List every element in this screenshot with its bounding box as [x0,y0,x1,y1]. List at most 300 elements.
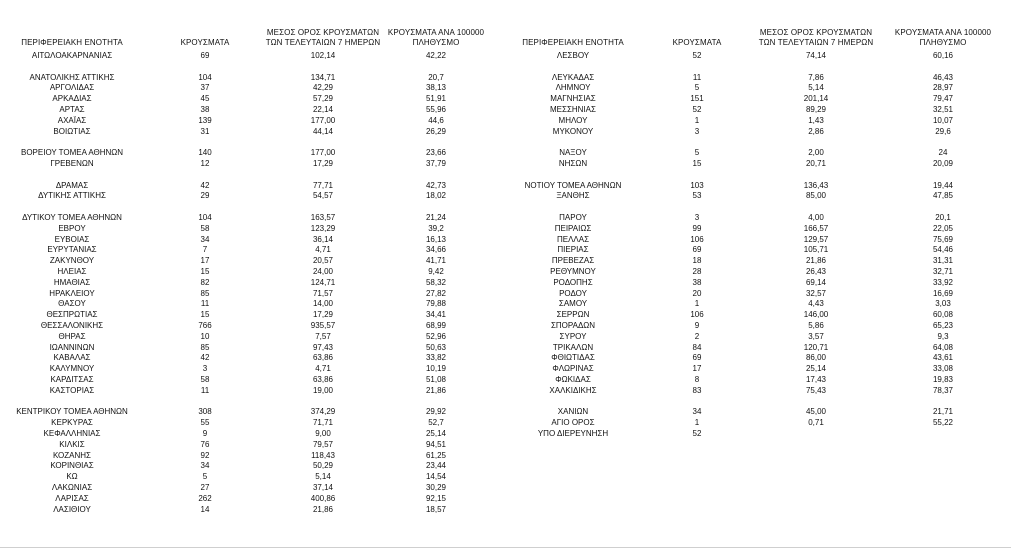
avg-cell: 136,43 [803,180,829,190]
cases-cell: 38 [200,105,210,114]
table-row [0,483,1011,494]
table-row [0,235,1011,246]
cases-cell: 10 [200,331,210,341]
rate-cell: 75,69 [932,234,954,244]
cases-cell: 52 [692,51,702,60]
avg-cell: 26,43 [805,267,827,276]
region-cell: ΠΙΕΡΙΑΣ [557,245,589,255]
rate-cell: 94,51 [425,439,447,449]
cases-cell: 27 [200,483,210,492]
header-rate-left [386,28,486,47]
region-cell: ΑΙΤΩΛΟΑΚΑΡΝΑΝΙΑΣ [31,51,113,60]
cases-cell: 7 [202,245,208,255]
header-rate-right [888,28,998,47]
table-row [0,321,1011,332]
rate-cell: 21,71 [932,407,954,417]
table-row [0,62,1011,73]
table-row [0,332,1011,343]
rate-cell: 39,2 [428,223,444,233]
avg-cell: 50,29 [312,461,334,471]
table-row [0,181,1011,192]
header-rate-left-line1: ΚΡΟΥΣΜΑΤΑ ΑΝΑ 100000 [387,28,485,37]
cases-cell: 5 [694,83,700,93]
avg-cell: 4,00 [808,213,824,222]
table-row [0,289,1011,300]
cases-cell: 18 [692,256,702,266]
avg-cell: 2,86 [808,126,824,136]
region-cell: ΑΧΑΪΑΣ [57,115,87,125]
region-cell: ΦΛΩΡΙΝΑΣ [552,364,594,374]
avg-cell: 146,00 [803,310,829,320]
region-cell: ΣΕΡΡΩΝ [556,310,590,320]
rate-cell: 60,08 [932,310,954,320]
region-cell: ΙΩΑΝΝΙΝΩΝ [49,342,95,352]
header-rate-right-line2: ΠΛΗΘΥΣΜΟ [919,37,967,47]
table-row [0,440,1011,451]
cases-cell: 85 [200,288,210,298]
avg-cell: 63,86 [312,375,334,384]
avg-cell: 71,57 [312,288,334,298]
cases-cell: 308 [198,407,212,417]
rate-cell: 10,07 [932,115,954,125]
avg-cell: 21,86 [805,256,827,266]
cases-cell: 76 [200,439,210,449]
rate-cell: 37,79 [425,159,447,168]
table-row [0,116,1011,127]
rate-cell: 23,66 [425,148,447,158]
avg-cell: 79,57 [312,439,334,449]
region-cell: ΔΥΤΙΚΗΣ ΑΤΤΙΚΗΣ [38,191,106,201]
cases-cell: 17 [692,364,702,374]
cases-cell: 9 [694,321,700,330]
region-cell: ΔΥΤΙΚΟΥ ΤΟΜΕΑ ΑΘΗΝΩΝ [22,213,122,222]
region-cell: ΣΠΟΡΑΔΩΝ [550,321,596,330]
rate-cell: 3,03 [935,299,951,309]
region-cell: ΚΑΛΥΜΝΟΥ [49,364,95,374]
cases-cell: 104 [198,72,212,82]
region-cell: ΑΓΙΟ ΟΡΟΣ [551,418,595,428]
table-row [0,256,1011,267]
avg-cell: 20,57 [312,256,334,266]
cases-cell: 29 [200,191,210,201]
region-cell: ΚΕΝΤΡΙΚΟΥ ΤΟΜΕΑ ΑΘΗΝΩΝ [16,407,128,417]
header-cases-right: ΚΡΟΥΣΜΑΤΑ [672,38,722,47]
table-row [0,170,1011,181]
rate-cell: 60,16 [932,51,954,60]
region-cell: ΒΟΙΩΤΙΑΣ [53,126,91,136]
rate-cell: 18,02 [425,191,447,201]
region-cell: ΤΡΙΚΑΛΩΝ [552,342,594,352]
avg-cell: 17,29 [312,159,334,168]
region-cell: ΞΑΝΘΗΣ [556,191,590,201]
cases-cell: 11 [200,299,210,309]
bottom-divider [0,547,1011,548]
rate-cell: 47,85 [932,191,954,201]
cases-cell: 3 [694,126,700,136]
avg-cell: 9,00 [315,429,331,438]
cases-cell: 34 [200,461,210,471]
region-cell: ΖΑΚΥΝΘΟΥ [49,256,95,266]
table-row [0,191,1011,202]
rate-cell: 42,22 [425,51,447,60]
cases-cell: 37 [200,83,210,93]
region-cell: ΚΟΡΙΝΘΙΑΣ [50,461,94,471]
region-cell: ΛΗΜΝΟΥ [555,83,591,93]
table-row [0,159,1011,170]
rate-cell: 38,13 [425,83,447,93]
avg-cell: 177,00 [310,115,336,125]
avg-cell: 166,57 [803,223,829,233]
avg-cell: 22,14 [312,105,334,114]
avg-cell: 14,00 [312,299,334,309]
table-row [0,364,1011,375]
rate-cell: 21,86 [425,385,447,395]
rate-cell: 50,63 [425,342,447,352]
region-cell: ΑΡΓΟΛΙΔΑΣ [49,83,95,93]
rate-cell: 61,25 [425,450,447,460]
avg-cell: 400,86 [310,493,336,503]
region-cell: ΠΕΙΡΑΙΩΣ [554,223,592,233]
cases-cell: 52 [692,105,702,114]
header-rate-left-line2: ΠΛΗΘΥΣΜΟ [412,37,460,47]
cases-cell: 20 [692,288,702,298]
cases-cell: 38 [692,277,702,287]
rate-cell: 26,29 [425,126,447,136]
region-cell: ΚΕΦΑΛΛΗΝΙΑΣ [43,429,101,438]
region-cell: ΕΒΡΟΥ [58,223,86,233]
cases-cell: 262 [198,493,212,503]
avg-cell: 5,14 [808,83,824,93]
table-row [0,343,1011,354]
avg-cell: 24,00 [312,267,334,276]
cases-cell: 3 [694,213,700,222]
region-cell: ΚΩ [66,472,78,482]
avg-cell: 89,29 [805,105,827,114]
region-cell: ΒΟΡΕΙΟΥ ΤΟΜΕΑ ΑΘΗΝΩΝ [20,148,124,158]
rate-cell: 28,97 [932,83,954,93]
avg-cell: 102,14 [310,51,336,60]
rate-cell: 42,73 [425,180,447,190]
avg-cell: 2,00 [808,148,824,158]
table-row [0,127,1011,138]
region-cell: ΘΗΡΑΣ [58,331,86,341]
avg-cell: 163,57 [310,213,336,222]
region-cell: ΡΟΔΟΠΗΣ [553,277,593,287]
rate-cell: 19,83 [932,375,954,384]
avg-cell: 7,57 [315,331,331,341]
rate-cell: 31,31 [932,256,954,266]
avg-cell: 75,43 [805,385,827,395]
cases-cell: 3 [202,364,208,374]
cases-cell: 83 [692,385,702,395]
rate-cell: 20,09 [932,159,954,168]
cases-cell: 55 [200,418,210,428]
avg-cell: 21,86 [312,504,334,514]
region-cell: ΣΑΜΟΥ [558,299,588,309]
cases-cell: 69 [692,353,702,363]
avg-cell: 105,71 [803,245,829,255]
header-region-right: ΠΕΡΙΦΕΡΕΙΑΚΗ ΕΝΟΤΗΤΑ [522,38,624,47]
rate-cell: 51,08 [425,375,447,384]
region-cell: ΝΟΤΙΟΥ ΤΟΜΕΑ ΑΘΗΝΩΝ [524,180,622,190]
rate-cell: 34,66 [425,245,447,255]
header-avg-left-line1: ΜΕΣΟΣ ΟΡΟΣ ΚΡΟΥΣΜΑΤΩΝ [266,28,380,37]
rate-cell: 34,41 [425,310,447,320]
header-avg-right-line2: ΤΩΝ ΤΕΛΕΥΤΑΙΩΝ 7 ΗΜΕΡΩΝ [758,37,874,47]
table-row [0,494,1011,505]
table-row [0,51,1011,62]
table-row [0,397,1011,408]
region-cell: ΘΑΣΟΥ [58,299,86,309]
table-row [0,267,1011,278]
region-cell: ΧΑΛΚΙΔΙΚΗΣ [549,385,597,395]
region-cell: ΚΑΡΔΙΤΣΑΣ [50,375,94,384]
rate-cell: 33,92 [932,277,954,287]
table-row [0,224,1011,235]
region-cell: ΝΗΣΩΝ [558,159,588,168]
rate-cell: 41,71 [425,256,447,266]
table-row [0,83,1011,94]
rate-cell: 33,08 [932,364,954,374]
cases-cell: 140 [198,148,212,158]
region-cell: ΚΑΣΤΟΡΙΑΣ [49,385,95,395]
region-cell: ΗΛΕΙΑΣ [57,267,87,276]
avg-cell: 118,43 [311,450,335,460]
rate-cell: 9,3 [937,331,949,341]
avg-cell: 45,00 [805,407,827,417]
avg-cell: 4,71 [315,245,331,255]
avg-cell: 177,00 [310,148,336,158]
rate-cell: 32,51 [932,105,954,114]
cases-cell: 99 [692,223,702,233]
region-cell: ΓΡΕΒΕΝΩΝ [50,159,94,168]
table-row [0,94,1011,105]
region-cell: ΦΩΚΙΔΑΣ [555,375,591,384]
avg-cell: 36,14 [312,234,334,244]
rate-cell: 33,82 [425,353,447,363]
cases-cell: 28 [692,267,702,276]
cases-cell: 151 [690,94,704,104]
cases-cell: 5 [694,148,700,158]
cases-cell: 82 [200,277,210,287]
cases-cell: 34 [200,234,210,244]
rate-cell: 58,32 [425,277,447,287]
avg-cell: 0,71 [808,418,824,428]
cases-cell: 52 [692,429,702,438]
rate-cell: 18,57 [425,504,447,514]
table-row [0,418,1011,429]
region-cell: ΠΑΡΟΥ [559,213,587,222]
rate-cell: 64,08 [932,342,954,352]
avg-cell: 71,71 [312,418,334,428]
rate-cell: 29,6 [935,126,951,136]
cases-cell: 58 [200,223,210,233]
cases-cell: 15 [200,310,210,320]
rate-cell: 46,43 [932,72,954,82]
avg-cell: 374,29 [310,407,336,417]
avg-cell: 120,71 [803,342,829,352]
cases-cell: 84 [692,342,702,352]
rate-cell: 32,71 [932,267,954,276]
table-row [0,202,1011,213]
rate-cell: 78,37 [932,385,954,395]
rate-cell: 51,91 [425,94,447,104]
avg-cell: 5,14 [315,472,331,482]
rate-cell: 22,05 [932,223,954,233]
cases-cell: 9 [202,429,208,438]
region-cell: ΘΕΣΠΡΩΤΙΑΣ [46,310,98,320]
rate-cell: 20,7 [428,72,444,82]
rate-cell: 23,44 [425,461,447,471]
avg-cell: 25,14 [805,364,827,374]
cases-cell: 34 [692,407,702,417]
table-row [0,73,1011,84]
region-cell: ΣΥΡΟΥ [559,331,587,341]
header-avg-left [263,28,383,47]
avg-cell: 77,71 [312,180,334,190]
header-region-left: ΠΕΡΙΦΕΡΕΙΑΚΗ ΕΝΟΤΗΤΑ [21,38,123,47]
cases-cell: 1 [694,299,700,309]
region-cell: ΚΙΛΚΙΣ [59,439,85,449]
region-cell: ΕΥΡΥΤΑΝΙΑΣ [47,245,97,255]
cases-cell: 2 [694,331,700,341]
cases-cell: 1 [694,115,700,125]
avg-cell: 124,71 [310,277,336,287]
cases-cell: 15 [692,159,702,168]
region-cell: ΥΠΟ ΔΙΕΡΕΥΝΗΣΗ [537,429,609,438]
region-cell: ΑΡΤΑΣ [59,105,85,114]
rate-cell: 52,96 [425,331,447,341]
cases-cell: 53 [692,191,702,201]
avg-cell: 134,71 [310,72,336,82]
avg-cell: 7,86 [808,72,824,82]
rate-cell: 54,46 [932,245,954,255]
table-row [0,278,1011,289]
avg-cell: 201,14 [803,94,829,104]
cases-cell: 45 [200,94,210,104]
region-cell: ΡΕΘΥΜΝΟΥ [550,267,596,276]
cases-cell: 69 [692,245,702,255]
table-row [0,451,1011,462]
avg-cell: 85,00 [805,191,827,201]
cases-cell: 69 [200,51,210,60]
cases-cell: 42 [200,180,210,190]
avg-cell: 44,14 [312,126,334,136]
region-cell: ΛΑΡΙΣΑΣ [55,493,89,503]
table-row [0,353,1011,364]
table-row [0,245,1011,256]
cases-cell: 766 [198,321,212,330]
table-row [0,461,1011,472]
region-cell: ΛΕΣΒΟΥ [556,51,590,60]
rate-cell: 20,1 [935,213,951,222]
table-row [0,213,1011,224]
region-cell: ΔΡΑΜΑΣ [55,180,89,190]
table-row [0,137,1011,148]
cases-cell: 106 [690,234,704,244]
region-cell: ΜΗΛΟΥ [558,115,588,125]
cases-cell: 139 [198,115,212,125]
region-cell: ΜΥΚΟΝΟΥ [552,126,594,136]
rate-cell: 68,99 [425,321,447,330]
table-row [0,505,1011,516]
region-cell: ΑΝΑΤΟΛΙΚΗΣ ΑΤΤΙΚΗΣ [29,72,115,82]
avg-cell: 1,43 [808,115,824,125]
avg-cell: 129,57 [803,234,829,244]
region-cell: ΗΜΑΘΙΑΣ [53,277,91,287]
rate-cell: 25,14 [425,429,447,438]
region-cell: ΘΕΣΣΑΛΟΝΙΚΗΣ [40,321,104,330]
cases-cell: 42 [200,353,210,363]
header-cases-left: ΚΡΟΥΣΜΑΤΑ [180,38,230,47]
cases-cell: 8 [694,375,700,384]
cases-cell: 14 [200,504,210,514]
avg-cell: 3,57 [808,331,824,341]
rate-cell: 14,54 [425,472,447,482]
table-row [0,148,1011,159]
cases-cell: 31 [200,126,210,136]
rate-cell: 21,24 [425,213,447,222]
avg-cell: 69,14 [805,277,827,287]
region-cell: ΡΟΔΟΥ [559,288,587,298]
table-row [0,429,1011,440]
avg-cell: 935,57 [310,321,336,330]
cases-cell: 103 [690,180,704,190]
rate-cell: 24 [938,148,948,158]
cases-cell: 11 [200,385,210,395]
region-cell: ΠΕΛΛΑΣ [556,234,590,244]
rate-cell: 16,13 [425,234,447,244]
region-cell: ΛΑΣΙΘΙΟΥ [53,504,91,514]
header-rate-right-line1: ΚΡΟΥΣΜΑΤΑ ΑΝΑ 100000 [894,28,992,37]
rate-cell: 43,61 [932,353,954,363]
rate-cell: 65,23 [932,321,954,330]
table-row [0,310,1011,321]
region-cell: ΕΥΒΟΙΑΣ [54,234,90,244]
avg-cell: 17,29 [312,310,334,320]
avg-cell: 74,14 [805,51,827,60]
region-cell: ΜΕΣΣΗΝΙΑΣ [550,105,596,114]
region-cell: ΗΡΑΚΛΕΙΟΥ [49,288,95,298]
header-avg-left-line2: ΤΩΝ ΤΕΛΕΥΤΑΙΩΝ 7 ΗΜΕΡΩΝ [265,37,381,47]
region-cell: ΛΑΚΩΝΙΑΣ [51,483,93,492]
rate-cell: 30,29 [425,483,447,492]
region-cell: ΝΑΞΟΥ [559,148,587,158]
region-cell: ΚΟΖΑΝΗΣ [52,450,92,460]
rate-cell: 10,19 [425,364,447,374]
region-cell: ΚΑΒΑΛΑΣ [53,353,91,363]
avg-cell: 42,29 [312,83,334,93]
cases-cell: 5 [202,472,208,482]
avg-cell: 57,29 [312,94,334,104]
avg-cell: 123,29 [310,223,336,233]
rate-cell: 79,47 [932,94,954,104]
avg-cell: 32,57 [805,288,827,298]
region-cell: ΚΕΡΚΥΡΑΣ [51,418,93,428]
avg-cell: 19,00 [312,385,334,395]
table-row [0,386,1011,397]
table-row [0,299,1011,310]
cases-cell: 15 [200,267,210,276]
avg-cell: 97,43 [312,342,334,352]
region-cell: ΦΘΙΩΤΙΔΑΣ [551,353,595,363]
rate-cell: 79,88 [425,299,447,309]
avg-cell: 54,57 [312,191,334,201]
cases-cell: 12 [200,159,210,168]
rate-cell: 92,15 [425,493,447,503]
cases-cell: 11 [692,72,702,82]
rate-cell: 55,96 [425,105,447,114]
